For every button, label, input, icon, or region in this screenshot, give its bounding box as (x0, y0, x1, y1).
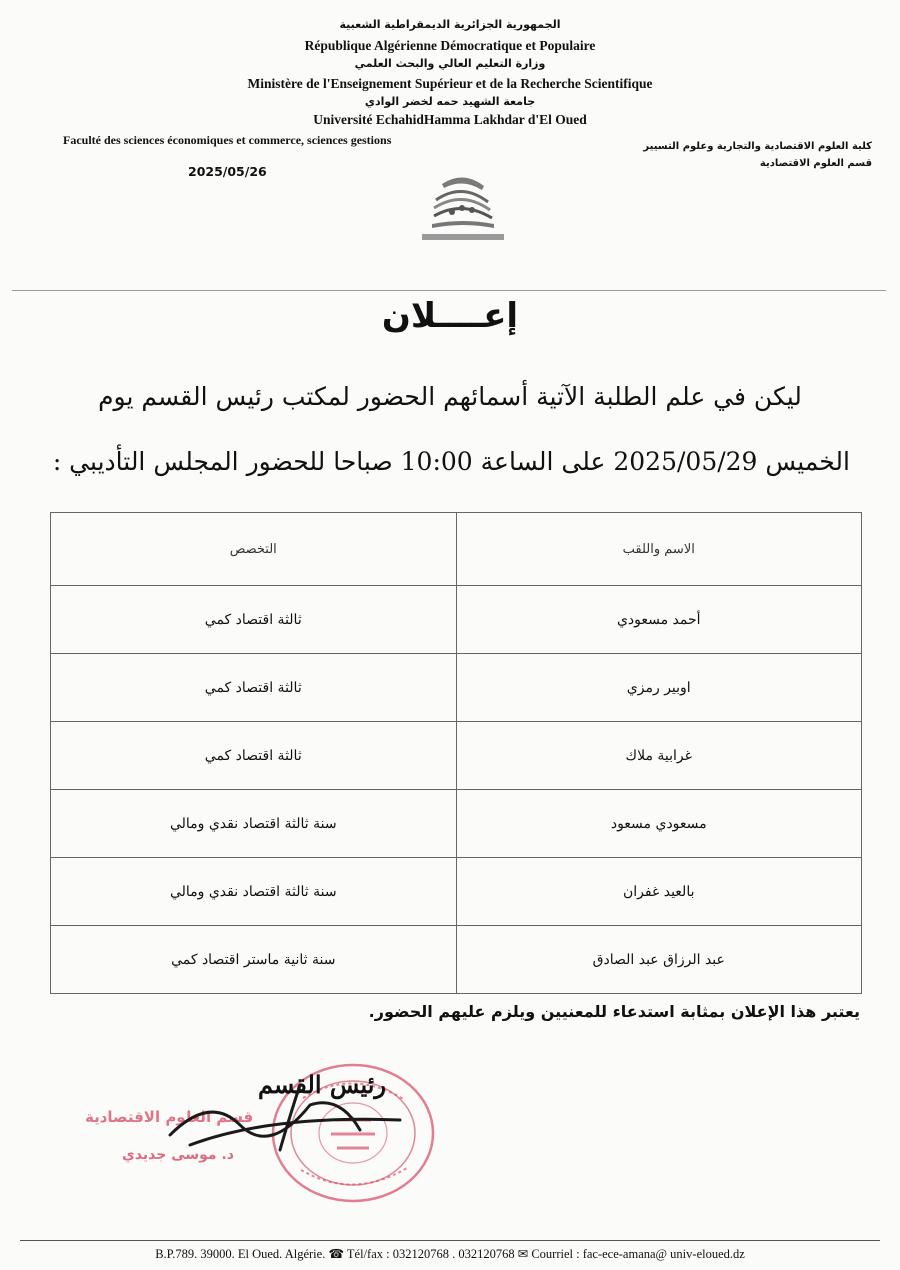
student-specialty: سنة ثالثة اقتصاد نقدي ومالي (51, 790, 457, 858)
university-ar: جامعة الشهيد حمه لخضر الوادي (364, 95, 536, 108)
ministry-fr: Ministère de l'Enseignement Supérieur et de la Recherche Scientifique (247, 76, 653, 91)
footer-divider (20, 1240, 880, 1241)
student-specialty: ثالثة اقتصاد كمي (51, 654, 457, 722)
stamp-name: د. موسى جديدي (122, 1147, 234, 1163)
student-name: غرابية ملاك (456, 722, 862, 790)
department-ar: قسم العلوم الاقتصادية (759, 158, 872, 169)
student-name: بالعيد غفران (456, 858, 862, 926)
announcement-line-2: الخميس 2025/05/29 على الساعة 10:00 صباحا للحضور المجلس التأديبي : (52, 447, 850, 476)
student-name: أحمد مسعودي (456, 586, 862, 654)
student-name: عبد الرزاق عبد الصادق (456, 926, 862, 994)
summons-note: يعتبر هذا الإعلان بمثابة استدعاء للمعنيين ويلزم عليهم الحضور. (368, 1002, 860, 1021)
faculty-fr: Faculté des sciences économiques et commerce, sciences gestions (63, 133, 392, 147)
department-head-title: رئيس القسم (258, 1070, 386, 1099)
table-row (51, 586, 862, 654)
student-specialty: ثالثة اقتصاد كمي (51, 586, 457, 654)
table-row (51, 858, 862, 926)
university-fr: Université EchahidHamma Lakhdar d'El Oued (313, 112, 587, 127)
header-name: الاسم واللقب (456, 513, 862, 586)
table-row (51, 722, 862, 790)
university-logo-icon (422, 172, 504, 244)
faculty-ar-block (572, 138, 872, 172)
ministry-ar: وزارة التعليم العالي والبحث العلمي (354, 57, 546, 70)
student-specialty: ثالثة اقتصاد كمي (51, 722, 457, 790)
student-specialty: سنة ثالثة اقتصاد نقدي ومالي (51, 858, 457, 926)
student-name: اوبير رمزي (456, 654, 862, 722)
faculty-ar: كلية العلوم الاقتصادية والتجارية وعلوم التسيير (643, 141, 872, 152)
table-row (51, 926, 862, 994)
document-date: 2025/05/26 (188, 164, 267, 179)
handwritten-signature-icon (150, 1075, 410, 1155)
table-header-row (51, 513, 862, 586)
header-specialty: التخصص (51, 513, 457, 586)
announcement-title: إعــــلان (381, 296, 519, 336)
students-table (50, 512, 862, 994)
footer-contact: B.P.789. 39000. El Oued. Algérie. ☎ Tél/fax : 032120768 . 032120768 ✉ Courriel : fac-ece-amana@ univ-eloued.dz (155, 1247, 745, 1261)
republic-ar: الجمهورية الجزائرية الديمقراطية الشعبية (339, 18, 561, 31)
announcement-line-1: ليكن في علم الطلبة الآتية أسمائهم الحضور لمكتب رئيس القسم يوم (98, 382, 802, 411)
header-divider (12, 290, 886, 291)
student-name: مسعودي مسعود (456, 790, 862, 858)
table-row (51, 654, 862, 722)
student-specialty: سنة ثانية ماستر اقتصاد كمي (51, 926, 457, 994)
table-row (51, 790, 862, 858)
stamp-department: قسم العلوم الاقتصادية (85, 1108, 254, 1126)
republic-fr: République Algérienne Démocratique et Populaire (304, 38, 596, 53)
